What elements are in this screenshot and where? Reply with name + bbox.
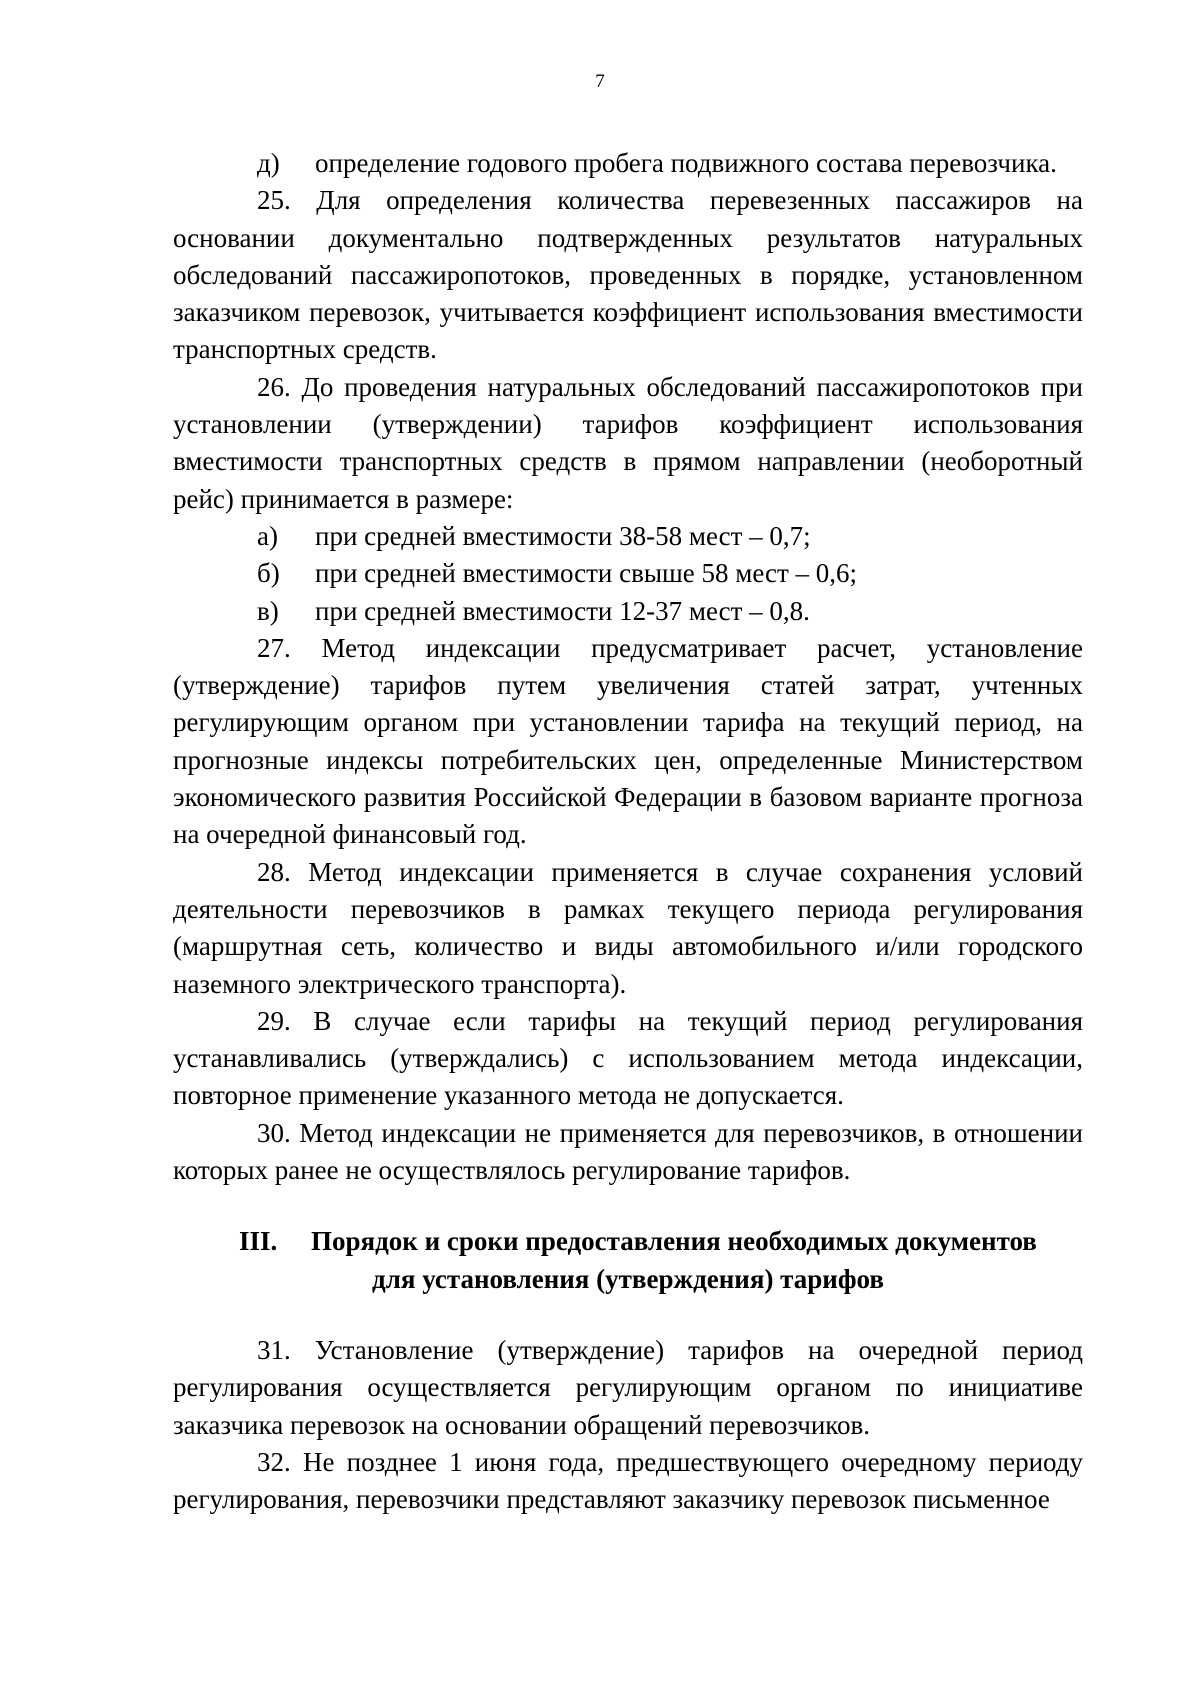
- paragraph-25: 25. Для определения количества перевезенных пассажиров на основании документально подтвержденных результатов натуральных обследований пассажиропотоков, проведенных в порядке, установленном заказчиком перевозок, учитывается коэффициент использования вместимости транспортных средств.: [173, 185, 1083, 365]
- list-item-a: [173, 518, 1083, 555]
- list-item-v: [173, 593, 1083, 630]
- document-body: [173, 145, 1083, 1518]
- paragraph-30: 30. Метод индексации не применяется для перевозчиков, в отношении которых ранее не осуществлялось регулирование тарифов.: [173, 1117, 1083, 1186]
- list-item-letter: д): [257, 148, 280, 178]
- list-item-text: при средней вместимости 12-37 мест – 0,8.: [315, 595, 810, 626]
- list-item-text: при средней вместимости 38-58 мест – 0,7;: [315, 520, 811, 551]
- paragraph-28: 28. Метод индексации применяется в случае сохранения условий деятельности перевозчиков в рамках текущего периода регулирования (маршрутная сеть, количество и виды автомобильного и/или городского наземного электрического транспорта).: [173, 856, 1083, 999]
- paragraph-27: 27. Метод индексации предусматривает расчет, установление (утверждение) тарифов путем увеличения статей затрат, учтенных регулирующим органом при установлении тарифа на текущий период, на прогнозные индексы потребительских цен, определенные Министерством экономического развития Российской Федерации в базовом варианте прогноза на очередной финансовый год.: [173, 632, 1083, 850]
- section-title-line2: для установления (утверждения) тарифов: [372, 1263, 884, 1294]
- paragraph-31: 31. Установление (утверждение) тарифов на очередной период регулирования осуществляется регулирующим органом по инициативе заказчика перевозок на основании обращений перевозчиков.: [173, 1334, 1083, 1440]
- paragraph-26: 26. До проведения натуральных обследований пассажиропотоков при установлении (утверждении) тарифов коэффициент использования вместимости транспортных средств в прямом направлении (необоротный рейс) принимается в размере:: [173, 371, 1083, 514]
- list-item-text: определение годового пробега подвижного состава перевозчика.: [315, 148, 1057, 178]
- list-item-d: [173, 145, 1083, 182]
- list-item-letter: в): [257, 595, 279, 626]
- section-numeral: III.: [239, 1226, 278, 1257]
- section-heading-line1: [173, 1223, 1083, 1260]
- page-number: 7: [595, 71, 605, 92]
- section-heading: [173, 1223, 1083, 1298]
- list-item-b: [173, 555, 1083, 592]
- section-title-line1: Порядок и сроки предоставления необходимых документов: [311, 1226, 1037, 1257]
- list-item-letter: б): [257, 558, 280, 589]
- list-item-text: при средней вместимости свыше 58 мест – 0,6;: [315, 558, 858, 589]
- paragraph-32: 32. Не позднее 1 июня года, предшествующего очередному периоду регулирования, перевозчики представляют заказчику перевозок письменное: [173, 1446, 1083, 1515]
- paragraph-29: 29. В случае если тарифы на текущий период регулирования устанавливались (утверждались) с использованием метода индексации, повторное применение указанного метода не допускается.: [173, 1005, 1083, 1111]
- list-item-letter: а): [257, 520, 278, 551]
